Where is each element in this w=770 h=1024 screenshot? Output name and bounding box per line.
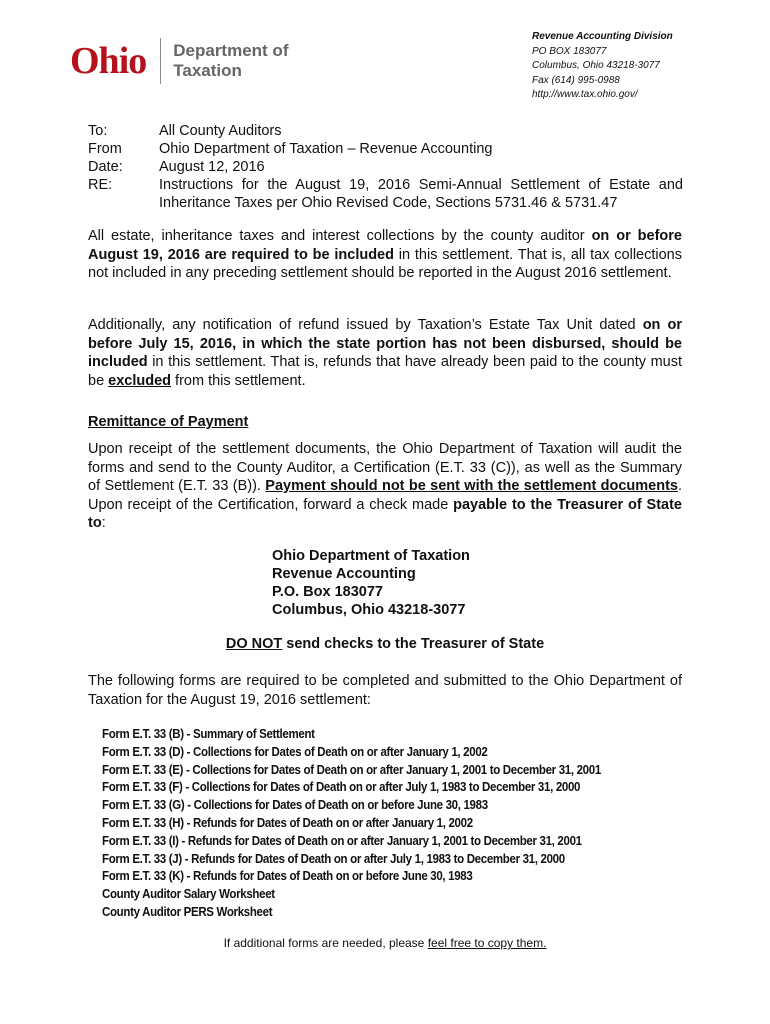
memo-value: Ohio Department of Taxation – Revenue Accounting xyxy=(159,141,493,157)
po-box: PO BOX 183077 xyxy=(532,45,607,57)
text: in this settlement. That is, all tax collections not included in any preceding settlement should be reported in the August 2016 settlement. xyxy=(88,246,682,281)
bold-text: payable to the Treasurer of State to xyxy=(88,496,682,531)
bold-underlined-text: excluded xyxy=(108,372,172,389)
memo-label: RE: xyxy=(88,177,113,193)
memo-header xyxy=(88,122,683,212)
memo-row-date xyxy=(88,158,683,176)
city-line: Columbus, Ohio 43218-3077 xyxy=(532,60,660,71)
memo-value: Instructions for the August 19, 2016 Semi-Annual Settlement of Estate and Inheritance Taxes per Ohio Revised Code, Sections 5731.46 & 5731.47 xyxy=(159,177,683,211)
list-item: Form E.T. 33 (J) - Refunds for Dates of Death on or after July 1, 1983 to December 31, 2000 xyxy=(102,851,565,866)
list-item: County Auditor PERS Worksheet xyxy=(102,904,273,919)
list-item: Form E.T. 33 (D) - Collections for Dates of Death on or after January 1, 2002 xyxy=(102,744,488,759)
list-item: Form E.T. 33 (G) - Collections for Dates of Death on or before June 30, 1983 xyxy=(102,798,488,813)
text: : xyxy=(101,515,106,531)
list-item: Form E.T. 33 (B) - Summary of Settlement xyxy=(102,727,315,741)
payee-line-3: P.O. Box 183077 xyxy=(272,584,383,600)
bold-text: on or before July 15, 2016, in which the state portion has not been disbursed, should be included xyxy=(88,317,682,370)
memo-value: August 12, 2016 xyxy=(159,159,265,175)
memo-row-to xyxy=(88,122,683,140)
collections-paragraph xyxy=(88,227,682,283)
ohio-wordmark: Ohio xyxy=(70,40,147,82)
memo-value: All County Auditors xyxy=(159,123,282,139)
list-item: Form E.T. 33 (H) - Refunds for Dates of Death on or after January 1, 2002 xyxy=(102,815,473,830)
list-item: Form E.T. 33 (E) - Collections for Dates of Death on or after January 1, 2001 to December 31, 2001 xyxy=(102,762,601,777)
memo-row-re xyxy=(88,176,683,212)
text: Additionally, any notification of refund issued by Taxation’s Estate Tax Unit dated xyxy=(88,317,643,333)
notice-text: send checks to the Treasurer of State xyxy=(282,636,545,652)
payee-line-1: Ohio Department of Taxation xyxy=(272,548,470,564)
do-not-send-notice xyxy=(0,636,770,652)
remittance-paragraph xyxy=(88,440,682,533)
text: from this settlement. xyxy=(171,372,306,389)
text: All estate, inheritance taxes and interest collections by the county auditor xyxy=(88,228,592,244)
payee-line-4: Columbus, Ohio 43218-3077 xyxy=(272,602,466,618)
footer-text: If additional forms are needed, please xyxy=(223,936,428,950)
do-not-text: DO NOT xyxy=(225,636,283,652)
fax-number: Fax (614) 995-0988 xyxy=(532,74,620,86)
text: in this settlement. That is, refunds that have already been paid to the county must be xyxy=(88,354,682,389)
website-url: http://www.tax.ohio.gov/ xyxy=(532,89,638,100)
refunds-paragraph xyxy=(88,316,682,390)
text: Upon receipt of the settlement documents, the Ohio Department of Taxation will audit the forms and send to the County Auditor, a Certification (E.T. 33 (C)), as well as the Summary of Settlement (E.T. 33 (B)). xyxy=(88,441,682,494)
payee-address xyxy=(272,547,470,619)
footer-note xyxy=(0,936,770,950)
return-address xyxy=(532,30,673,103)
agency-logo xyxy=(70,36,288,86)
bold-text: on or before August 19, 2016 are required to be included xyxy=(88,228,682,263)
memo-label: From xyxy=(88,141,122,157)
department-line-2: Taxation xyxy=(173,61,242,80)
remittance-heading: Remittance of Payment xyxy=(88,414,249,430)
department-name xyxy=(173,41,288,80)
department-line-1: Department of xyxy=(173,41,289,61)
memo-row-from xyxy=(88,140,683,158)
text: . Upon receipt of the Certification, forward a check made xyxy=(88,478,683,513)
memo-label: Date: xyxy=(88,159,123,175)
list-item: Form E.T. 33 (F) - Collections for Dates of Death on or after July 1, 1983 to December 31, 2000 xyxy=(102,780,581,795)
forms-intro: The following forms are required to be completed and submitted to the Ohio Department of Taxation for the August 19, 2016 settlement: xyxy=(88,673,682,708)
memo-label: To: xyxy=(88,123,108,139)
list-item: County Auditor Salary Worksheet xyxy=(102,887,275,902)
list-item: Form E.T. 33 (K) - Refunds for Dates of Death on or before June 30, 1983 xyxy=(102,869,473,884)
payee-line-2: Revenue Accounting xyxy=(272,566,416,582)
division-name: Revenue Accounting Division xyxy=(532,31,673,42)
list-item: Form E.T. 33 (I) - Refunds for Dates of Death on or after January 1, 2001 to December 31, 2001 xyxy=(102,833,582,848)
copy-forms-link: feel free to copy them. xyxy=(427,936,547,950)
forms-list xyxy=(102,726,601,922)
logo-divider xyxy=(160,38,161,84)
bold-underlined-text: Payment should not be sent with the settlement documents xyxy=(265,478,678,494)
